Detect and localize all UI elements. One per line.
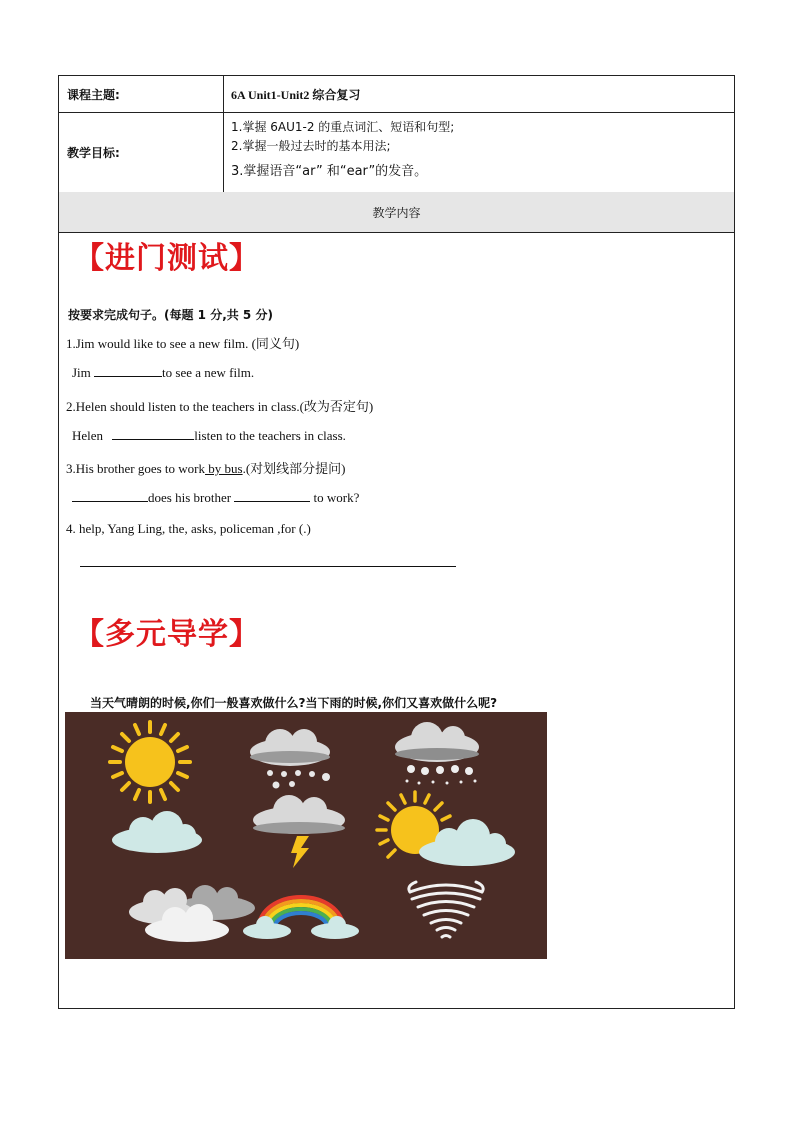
answer-1 — [72, 364, 254, 381]
topic-value: 6A Unit1-Unit2 综合复习 — [231, 87, 361, 102]
question-3-prefix: 3.His brother goes to work — [66, 461, 206, 476]
answer-blank[interactable] — [72, 489, 148, 502]
content-header-row — [59, 192, 734, 233]
entry-test-heading: 【进门测试】 — [74, 241, 260, 276]
question-3-underlined: by bus — [205, 461, 243, 476]
answer-2-prefix: Helen — [72, 428, 104, 443]
question-1: 1.Jim would like to see a new film. (同义句) — [66, 336, 300, 351]
guide-prompt: 当天气晴朗的时候,你们一般喜欢做什么?当下雨的时候,你们又喜欢做什么呢? — [90, 696, 498, 710]
answer-1-suffix: to see a new film. — [162, 365, 255, 380]
guide-heading: 【多元导学】 — [74, 617, 260, 652]
snow-cloud-icon — [395, 722, 479, 785]
answer-blank[interactable] — [234, 489, 310, 502]
question-2: 2.Helen should listen to the teachers in class.(改为否定句) — [66, 399, 374, 414]
answer-blank[interactable] — [94, 364, 162, 377]
content-header: 教学内容 — [372, 205, 421, 220]
answer-3-suffix: to work? — [313, 490, 360, 505]
goal-item: 2.掌握一般过去时的基本用法; — [231, 139, 391, 153]
goal-row — [59, 112, 734, 193]
overcast-icon — [129, 885, 255, 942]
test-instruction: 按要求完成句子。(每题 1 分,共 5 分) — [68, 308, 273, 322]
goal-label: 教学目标: — [59, 112, 224, 192]
answer-3-middle: does his brother — [148, 490, 232, 505]
topic-label: 课程主题: — [59, 76, 224, 112]
answer-2-suffix: listen to the teachers in class. — [194, 428, 346, 443]
answer-3 — [72, 489, 359, 506]
thunder-cloud-icon — [253, 795, 345, 868]
goal-item: 3.掌握语音“ar” 和“ear”的发音。 — [231, 164, 428, 179]
goal-item: 1.掌握 6AU1-2 的重点词汇、短语和句型; — [231, 120, 455, 134]
rainbow-icon — [243, 897, 359, 939]
answer-2 — [72, 427, 346, 444]
question-3 — [66, 458, 346, 477]
sun-icon — [110, 722, 190, 802]
answer-blank[interactable] — [112, 427, 194, 440]
goal-list — [225, 112, 734, 192]
topic-row — [59, 76, 734, 113]
partly-cloudy-icon — [377, 792, 515, 866]
question-3-suffix: .(对划线部分提问) — [242, 461, 346, 476]
answer-1-prefix: Jim — [72, 365, 91, 380]
question-4: 4. help, Yang Ling, the, asks, policeman ,for (.) — [66, 521, 311, 536]
rain-cloud-icon — [250, 729, 330, 789]
tornado-icon — [409, 882, 483, 937]
cloud-icon — [112, 811, 202, 853]
weather-icons-image — [65, 712, 547, 959]
answer-4-line[interactable] — [80, 566, 456, 567]
